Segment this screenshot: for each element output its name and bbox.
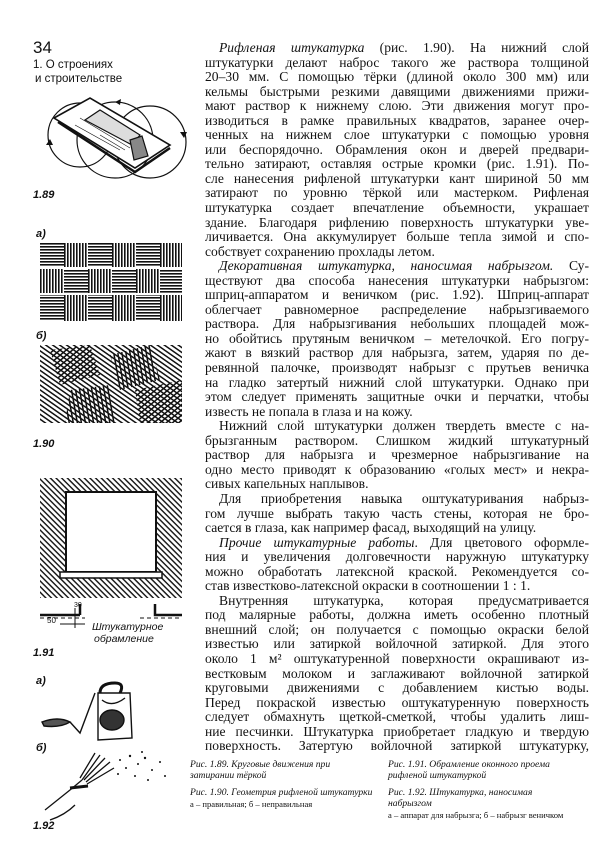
text-line-content: на гладко затертый нижний слой штукатурки. Однако при bbox=[205, 374, 589, 390]
text-line-content: известь не попала в глаза и на кожу. bbox=[205, 403, 413, 419]
page-number: 34 bbox=[33, 38, 52, 57]
text-line-content: став известково-латексной окраски в соотношении 1 : 1. bbox=[205, 578, 531, 594]
text-line-content: (рис. 1.90). На нижний слой bbox=[364, 40, 589, 55]
text-line bbox=[205, 288, 589, 303]
text-line-content: собствует сохранению прохлады летом. bbox=[205, 243, 435, 259]
text-line bbox=[205, 507, 589, 522]
text-line bbox=[205, 725, 589, 740]
caption-title: Рис. 1.92. Штукатурка, наносимая набрызгом bbox=[388, 787, 533, 809]
text-line-content: ревянной палочке, производят набрызг с прутьев веничка bbox=[205, 360, 589, 376]
text-line-content: сается в глаза, как например фасад, выходящий на улицу. bbox=[205, 520, 537, 536]
body-text bbox=[205, 41, 589, 754]
text-line-content: . Для цветового оформле- bbox=[414, 534, 589, 550]
figure-1-92-b-label: б) bbox=[36, 742, 47, 754]
text-line bbox=[205, 245, 589, 260]
text-line-content: изводиться в рамке правильных квадратов, заранее очер- bbox=[205, 112, 589, 128]
text-line bbox=[205, 346, 589, 361]
text-line-content: ществуют два способа нанесения штукатурки набрызгом: bbox=[205, 272, 589, 288]
text-line bbox=[205, 186, 589, 201]
text-line-content: мают раствор к нижнему слою. Эти движения могут про- bbox=[205, 98, 589, 114]
figure-label-1-91: 1.91 bbox=[33, 647, 55, 659]
figure-1-90-a-label: а) bbox=[36, 228, 46, 240]
paragraph bbox=[205, 419, 589, 492]
text-line-content: под малярные работы, должна иметь особенно плотный bbox=[205, 607, 589, 623]
text-line bbox=[205, 376, 589, 391]
paragraph-lead: Декоративная штукатурка, наносимая набрызгом. bbox=[219, 258, 554, 274]
text-line-content: Перед покраской известью оштукатуренную поверхность bbox=[205, 694, 589, 710]
text-line bbox=[205, 85, 589, 100]
text-line bbox=[205, 390, 589, 405]
figure-1-90-b-label: б) bbox=[36, 330, 47, 342]
text-line bbox=[205, 230, 589, 245]
spray-apparatus-figure bbox=[40, 678, 160, 748]
text-line bbox=[205, 114, 589, 129]
text-line-content: штукатурки делают наброс такого же раствора толщиной bbox=[205, 54, 589, 70]
caption-1-91 bbox=[388, 759, 574, 781]
section-heading bbox=[33, 58, 122, 86]
text-line bbox=[205, 536, 589, 551]
trowel-figure bbox=[40, 90, 190, 185]
text-line bbox=[205, 99, 589, 114]
caption-1-92 bbox=[388, 787, 574, 821]
text-line bbox=[205, 637, 589, 652]
text-line-content: штукатурка создает впечатление объемности, украшает bbox=[205, 200, 589, 216]
text-line bbox=[205, 332, 589, 347]
broom-spray-figure bbox=[40, 750, 180, 825]
frame-label-line2: обрамление bbox=[94, 633, 154, 645]
text-line bbox=[205, 56, 589, 71]
text-line bbox=[205, 710, 589, 725]
text-line bbox=[205, 303, 589, 318]
caption-subtitle: а – аппарат для набрызга; б – набрызг веничком bbox=[388, 810, 564, 820]
text-line bbox=[205, 405, 589, 420]
text-line-content: Су- bbox=[553, 258, 590, 274]
text-line bbox=[205, 477, 589, 492]
text-line-content: брызганным раствором. Слишком жидкий штукатурный bbox=[205, 432, 589, 448]
text-line bbox=[205, 361, 589, 376]
figure-label-1-89: 1.89 bbox=[33, 189, 55, 201]
caption-title: Рис. 1.90. Геометрия рифленой штукатурки bbox=[190, 787, 373, 798]
text-line-content: известью или затиркой войлочной затиркой. Для этого bbox=[205, 636, 589, 652]
text-line-content: кельмы быстрыми резкими давящими движениями прижи- bbox=[205, 83, 589, 99]
paragraph bbox=[205, 536, 589, 594]
text-line bbox=[205, 550, 589, 565]
text-line-content: или беспорядочно. Обрамления окон и дверей предвари- bbox=[205, 141, 589, 157]
text-line bbox=[205, 448, 589, 463]
text-line-content: Нижний слой штукатурки должен твердеть вместе с на- bbox=[219, 418, 589, 434]
text-line bbox=[205, 216, 589, 231]
text-line-content: вестковым молоком и заглаживают войлочной затиркой bbox=[205, 665, 589, 681]
dimension-30: 30 bbox=[74, 602, 82, 609]
window-frame-figure bbox=[40, 478, 182, 628]
paragraph bbox=[205, 492, 589, 536]
text-line bbox=[205, 681, 589, 696]
text-line bbox=[205, 70, 589, 85]
text-line-content: здание. Благодаря рифлению поверхность штукатурки уве- bbox=[205, 214, 589, 230]
text-line bbox=[205, 434, 589, 449]
text-line-content: Для приобретения навыка оштукатуривания набрыз- bbox=[219, 490, 589, 506]
figure-1-92-a-label: а) bbox=[36, 675, 46, 687]
caption-title: Рис. 1.91. Обрамление оконного проема рифленой штукатуркой bbox=[388, 759, 550, 781]
text-line bbox=[205, 317, 589, 332]
dimension-50: 50 bbox=[47, 616, 56, 625]
text-line bbox=[205, 696, 589, 711]
caption-title: Рис. 1.89. Круговые движения при затирании тёркой bbox=[190, 759, 331, 781]
section-heading-line2: и строительстве bbox=[35, 73, 123, 85]
text-line bbox=[205, 594, 589, 609]
text-line-content: этом следует применять защитные очки и перчатки, чтобы bbox=[205, 389, 589, 405]
caption-1-90 bbox=[190, 787, 376, 810]
caption-1-89 bbox=[190, 759, 376, 781]
text-line bbox=[205, 739, 589, 754]
text-line bbox=[205, 259, 589, 274]
text-line-content: внешний слой; он получается с помощью окраски белой bbox=[205, 621, 589, 637]
text-line-content: тельно затирают, оставляя острые кромки (рис. 1.91). По- bbox=[205, 156, 589, 172]
text-line-content: 20–30 мм. С помощью тёрки (длиной около 300 мм) или bbox=[205, 69, 589, 85]
irregular-texture-pattern bbox=[40, 345, 182, 423]
text-line bbox=[205, 667, 589, 682]
text-line-content: сивых капельных наплывов. bbox=[205, 476, 369, 492]
text-line bbox=[205, 143, 589, 158]
text-line bbox=[205, 521, 589, 536]
text-line bbox=[205, 492, 589, 507]
text-line-content: гом лучше выбрать такую часть стены, которая не бро- bbox=[205, 505, 589, 521]
text-line-content: ние песчинки. Штукатурка приобретает гладкую и твердую bbox=[205, 723, 589, 739]
paragraph bbox=[205, 594, 589, 754]
figure-label-1-92: 1.92 bbox=[33, 820, 55, 832]
caption-subtitle: а – правильная; б – неправильная bbox=[190, 799, 313, 809]
text-line-content: одно место приводят к образованию «голых мест» и некра- bbox=[205, 461, 589, 477]
regular-texture-pattern bbox=[40, 243, 182, 321]
text-line-content: сле нанесения рифленой штукатурки кант шириной 50 мм bbox=[205, 170, 589, 186]
figure-label-1-90: 1.90 bbox=[33, 438, 55, 450]
text-line bbox=[205, 623, 589, 638]
text-line-content: следует обмахнуть щеткой-сметкой, чтобы удалить лиш- bbox=[205, 709, 589, 725]
text-line-content: можно обработать латексной краской. Рекомендуется со- bbox=[205, 563, 589, 579]
text-line bbox=[205, 128, 589, 143]
paragraph-lead: Прочие штукатурные работы bbox=[219, 534, 415, 550]
text-line bbox=[205, 201, 589, 216]
text-line bbox=[205, 608, 589, 623]
text-line-content: личивается. Она аккумулирует больше тепла зимой и спо- bbox=[205, 229, 589, 245]
text-line-content: раствора. Для набрызгивания небольших площадей мож- bbox=[205, 316, 589, 332]
paragraph bbox=[205, 259, 589, 419]
paragraph-lead: Рифленая штукатурка bbox=[219, 40, 365, 55]
text-line bbox=[205, 41, 589, 56]
text-line-content: около 1 м² оштукатуренной поверхности окрашивают из- bbox=[205, 650, 589, 666]
text-line bbox=[205, 419, 589, 434]
text-line-content: Внутренняя штукатурка, которая предусматривается bbox=[219, 592, 589, 608]
text-line-content: шприц-аппаратом и веничком (рис. 1.92). Шприц-аппарат bbox=[205, 287, 589, 303]
section-heading-line1: 1. О строениях bbox=[33, 59, 113, 71]
text-line-content: раствор для набрызга и чрезмерное набрызгивание на bbox=[205, 447, 589, 463]
text-line-content: жают в вязкий раствор для набрызга, затем, ударяя по де- bbox=[205, 345, 589, 361]
text-line bbox=[205, 463, 589, 478]
text-line-content: поверхность. Затертую войлочной затиркой штукатурку, bbox=[205, 738, 589, 754]
text-line-content: круговыми движениями с добавлением кистью воды. bbox=[205, 680, 589, 696]
text-line-content: но обойтись прутяным веничком – метелочкой. Его погру- bbox=[205, 330, 589, 346]
text-line bbox=[205, 274, 589, 289]
text-line-content: ния и увеличения долговечности наружную штукатурку bbox=[205, 549, 589, 565]
text-line bbox=[205, 565, 589, 580]
paragraph bbox=[205, 41, 589, 259]
text-line bbox=[205, 579, 589, 594]
text-line-content: ченных на нижнем слое штукатурки с помощью уровня bbox=[205, 127, 589, 143]
text-line-content: облегчает равномерное распределение набрызгиваемого bbox=[205, 301, 589, 317]
text-line bbox=[205, 157, 589, 172]
frame-label-line1: Штукатурное bbox=[92, 621, 164, 633]
text-line bbox=[205, 652, 589, 667]
text-line-content: затирают по уровню тёркой или мастерком. Рифленая bbox=[205, 185, 589, 201]
text-line bbox=[205, 172, 589, 187]
